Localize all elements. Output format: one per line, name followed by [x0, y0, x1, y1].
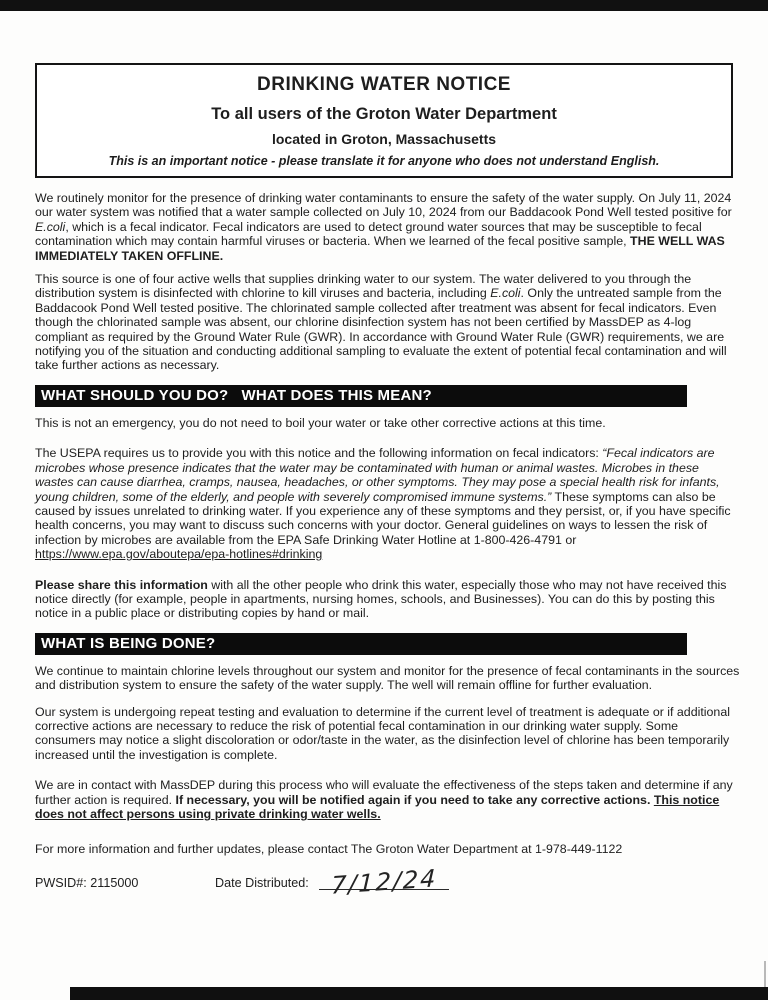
text-segment: Our system is undergoing repeat testing and evaluation to determine if the current level of treatment is adequate or if additional corrective actions are necessary to reduce the risk of potential fecal contamination in our drinking water supply. Some consumers may notice a slight discoloration or odor/taste in the water, as the disinfection level of chlorine has been temporarily increased until the investigation is complete. — [35, 704, 730, 762]
text-segment: This is not an emergency, you do not need to boil your water or take other corrective actions at this time. — [35, 415, 606, 430]
pwsid-number: PWSID#: 2115000 — [35, 875, 139, 890]
chlorine-levels-paragraph — [35, 664, 740, 693]
text-segment: THE WELL WAS IMMEDIATELY TAKEN OFFLINE. — [35, 234, 725, 263]
translate-notice: This is an important notice - please translate it for anyone who does not understand English. — [108, 154, 660, 168]
usepa-fecal-indicator-paragraph — [35, 446, 740, 561]
text-segment: . Only the untreated sample from the Baddacook Pond Well tested positive. The chlorinated sample collected after treatment was absent for fecal indicators. Even though the chlorinated sample was absent, our chlorine disinfection system has not been certified by MassDEP as 4-log compliant as required by the Ground Water Rule (GWR). In accordance with Ground Water Rule (GWR) requirements, we are notifying you of the situation and conducting additional sampling to evaluate the extent of potential fecal contamination and will take further actions as necessary. — [35, 286, 727, 373]
section-header-what-is-being-done: WHAT IS BEING DONE? — [35, 633, 687, 655]
scan-artifact-right-edge — [764, 961, 766, 987]
more-information-line — [35, 842, 740, 856]
text-segment: We are in contact with MassDEP during this process who will evaluate the effectiveness of the steps taken and determine if any further action is required. — [35, 778, 733, 807]
text-segment: This source is one of four active wells that supplies drinking water to our system. The water delivered to you through the distribution system is disinfected with chlorine to kill viruses and bacteria, including — [35, 272, 692, 301]
intro-paragraph-2 — [35, 272, 740, 373]
date-distributed-label: Date Distributed: — [215, 875, 309, 890]
repeat-testing-paragraph — [35, 705, 740, 763]
text-segment: Please share this information — [35, 577, 208, 592]
notice-title: DRINKING WATER NOTICE — [257, 74, 511, 95]
notice-audience: To all users of the Groton Water Department — [211, 105, 557, 123]
text-segment: with all the other people who drink this water, especially those who may not have received this notice directly (for example, people in apartments, nursing homes, schools, and Businesses). You can do this by posting this notice in a public place or distributing copies by hand or mail. — [35, 577, 727, 621]
footer-row — [35, 864, 740, 900]
scan-artifact-top-bar — [0, 0, 768, 11]
text-segment: These symptoms can also be caused by issues unrelated to drinking water. If you experience any of these symptoms and they persist, or, if you have specific health concerns, you may want to discuss such concerns with your doctor. General guidelines on ways to lessen the risk of infection by microbes are available from the EPA Safe Drinking Water Hotline at 1-800-426-4791 or — [35, 489, 731, 547]
text-segment: , which is a fecal indicator. Fecal indicators are used to detect ground water sources that may be susceptible to fecal contamination which may contain harmful viruses or bacteria. When we learned of the fecal positive sample, — [35, 219, 702, 249]
massdep-contact-paragraph — [35, 778, 740, 821]
text-segment: “Fecal indicators are microbes whose presence indicates that the water may be contaminated with human or animal wastes. Microbes in these wastes can cause diarrhea, cramps, nausea, headaches, or other symptoms. They may pose a special health risk for infants, young children, some of the elderly, and people with severely compromised immune systems.” — [35, 446, 720, 504]
notice-header-box — [35, 63, 733, 178]
text-segment: E.coli — [35, 219, 66, 234]
intro-paragraph-1 — [35, 191, 740, 263]
text-segment: E.coli — [490, 286, 521, 301]
text-segment: For more information and further updates, please contact The Groton Water Department at 1-978-449-1122 — [35, 842, 623, 857]
date-distributed-line — [319, 864, 449, 900]
epa-hotline-link[interactable]: https://www.epa.gov/aboutepa/epa-hotlines#drinking — [35, 547, 323, 562]
text-segment: We continue to maintain chlorine levels throughout our system and monitor for the presence of fecal contaminants in the sources and distribution system to ensure the safety of the water supply. The well will remain offline for further evaluation. — [35, 663, 740, 693]
text-segment: The USEPA requires us to provide you with this notice and the following information on fecal indicators: — [35, 446, 603, 461]
text-segment: If necessary, you will be notified again if you need to take any corrective actions. — [175, 792, 654, 807]
text-segment: We routinely monitor for the presence of drinking water contaminants to ensure the safety of the water supply. On July 11, 2024 our water system was notified that a water sample collected on July 10, 2024 from our Baddacook Pond Well tested positive for — [35, 191, 732, 220]
section-header-what-should-you-do: WHAT SHOULD YOU DO? WHAT DOES THIS MEAN? — [35, 385, 687, 407]
scan-artifact-bottom-bar — [70, 987, 768, 1000]
please-share-paragraph — [35, 578, 740, 621]
handwritten-date: 7/12/24 — [330, 864, 438, 900]
notice-location: located in Groton, Massachusetts — [271, 131, 497, 147]
text-segment: This notice does not affect persons using private drinking water wells. — [35, 792, 720, 821]
no-emergency-paragraph — [35, 416, 740, 430]
notice-content — [35, 63, 740, 900]
